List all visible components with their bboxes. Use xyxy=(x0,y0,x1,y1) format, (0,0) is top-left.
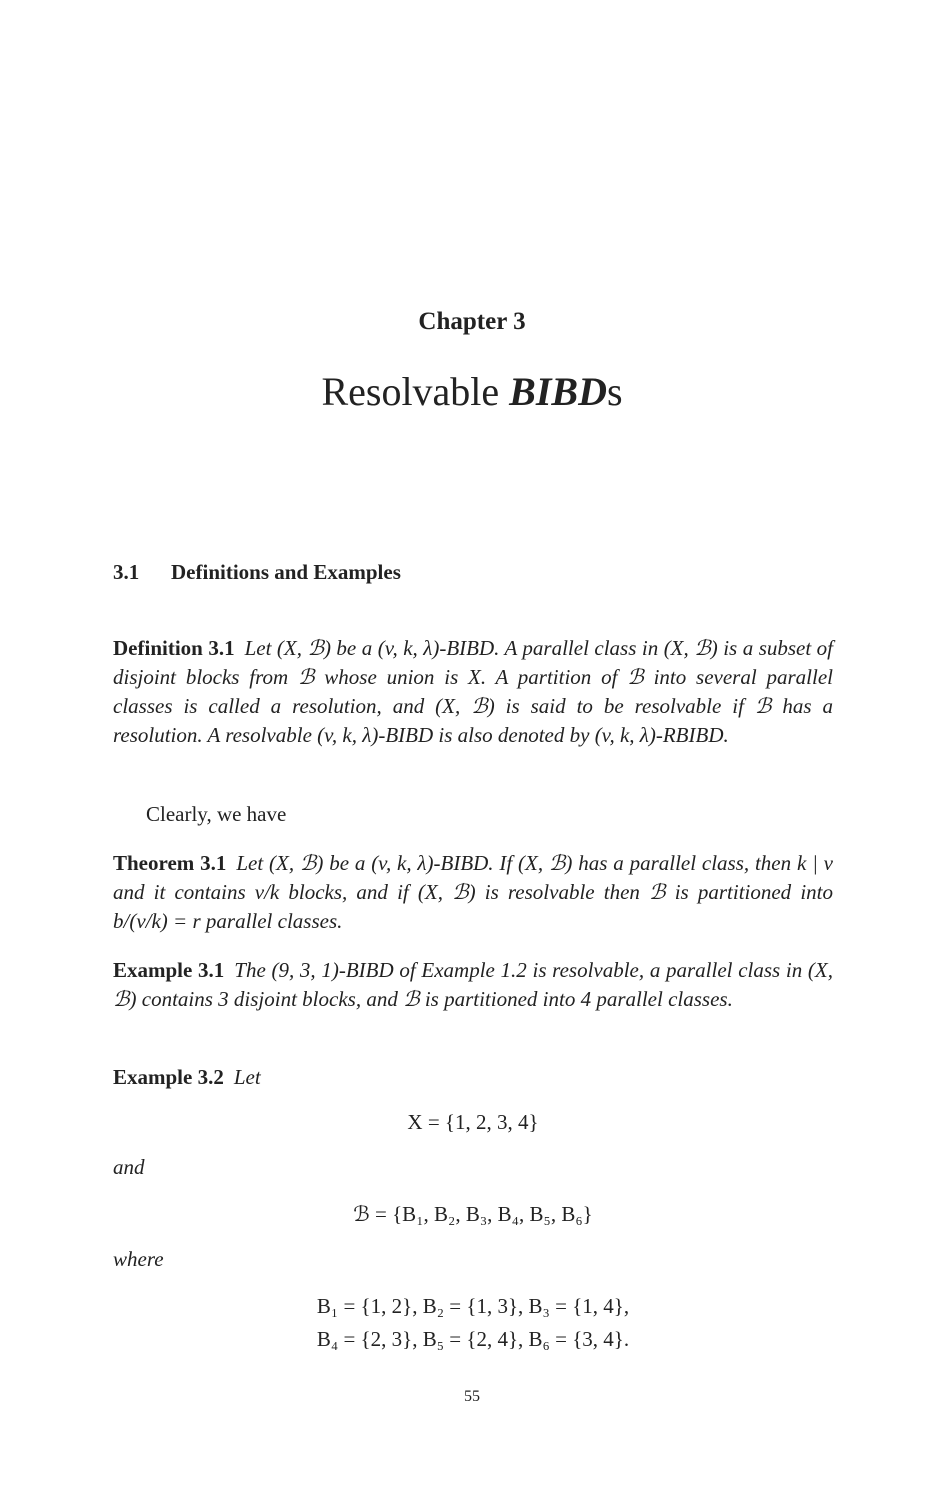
example-3-2-label: Example 3.2 xyxy=(113,1065,224,1089)
section-number: 3.1 xyxy=(113,560,140,584)
clearly-text: Clearly, we have xyxy=(146,802,287,826)
example-3-2-lead: Let xyxy=(233,1065,261,1089)
example-3-1-text: The (9, 3, 1)-BIBD of Example 1.2 is resolvable, a parallel class in (X, ℬ) contains 3 disjoint blocks, and ℬ is partitioned into 4 parallel classes. xyxy=(113,958,833,1011)
example-3-2 xyxy=(113,1063,833,1092)
definition-text: Let (X, ℬ) be a (v, k, λ)-BIBD. A parallel class in (X, ℬ) is a subset of disjoint blocks from ℬ whose union is X. A partition of ℬ into several parallel classes is called a resolution, and (X, ℬ) is said to be resolvable if ℬ has a resolution. A resolvable (v, k, λ)-BIBD is also denoted by (v, k, λ)-RBIBD. xyxy=(113,636,834,747)
theorem-text: Let (X, ℬ) be a (v, k, λ)-BIBD. If (X, ℬ) has a parallel class, then k | v and it contains v/k blocks, and if (X, ℬ) is resolvable then ℬ is partitioned into b/(v/k) = r parallel classes. xyxy=(113,851,834,933)
example-3-1-label: Example 3.1 xyxy=(113,958,225,982)
chapter-title xyxy=(0,368,944,415)
connective-and: and xyxy=(113,1155,145,1179)
equation-blocks-line-2: B₄ = {2, 3}, B₅ = {2, 4}, B₆ = {3, 4}. xyxy=(316,1327,630,1351)
section-heading xyxy=(113,560,401,585)
equation-b: ℬ = {B₁, B₂, B₃, B₄, B₅, B₆} xyxy=(353,1202,593,1226)
page-number: 55 xyxy=(464,1388,480,1405)
chapter-title-plain: Resolvable xyxy=(321,369,510,414)
example-3-1 xyxy=(113,956,833,1014)
connective-where: where xyxy=(113,1247,164,1271)
chapter-label: Chapter 3 xyxy=(418,308,526,335)
definition-3-1 xyxy=(113,634,833,750)
theorem-3-1 xyxy=(113,849,833,936)
definition-label: Definition 3.1 xyxy=(113,636,235,660)
section-title: Definitions and Examples xyxy=(171,560,401,584)
chapter-title-italic: BIBD xyxy=(509,369,607,414)
equation-blocks-line-1: B₁ = {1, 2}, B₂ = {1, 3}, B₃ = {1, 4}, xyxy=(316,1294,630,1318)
theorem-label: Theorem 3.1 xyxy=(113,851,227,875)
equation-x: X = {1, 2, 3, 4} xyxy=(407,1110,539,1134)
chapter-title-suffix: s xyxy=(606,369,623,414)
